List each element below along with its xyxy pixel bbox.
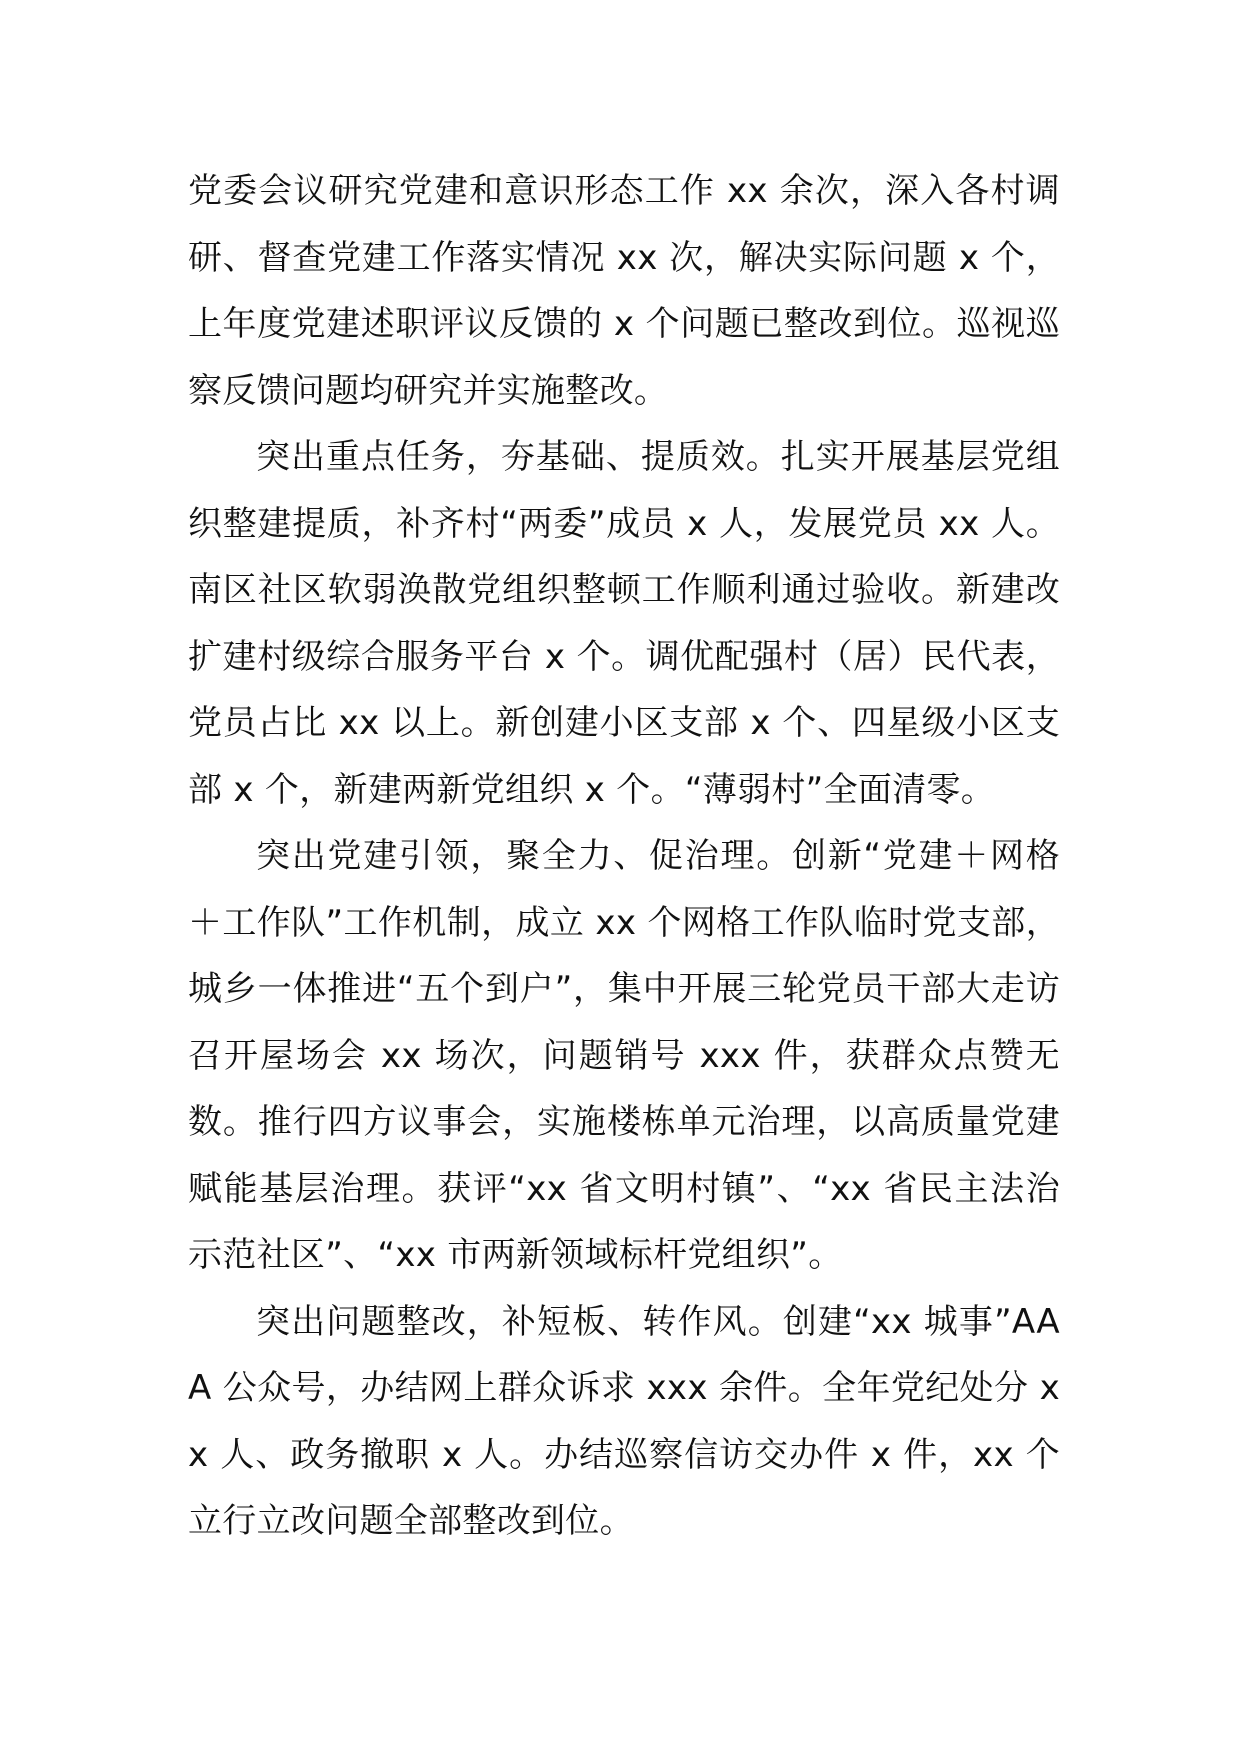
- paragraph-key-tasks: 突出重点任务，夯基础、提质效。扎实开展基层党组织整建提质，补齐村“两委”成员 x 人，发展党员 xx 人。南区社区软弱涣散党组织整顿工作顺利通过验收。新建改扩建村级综合服务平台 x 个。调优配强村（居）民代表，党员占比 xx 以上。新创建小区支部 x 个、四星级小区支部 x 个，新建两新党组织 x 个。“薄弱村”全面清零。: [188, 437, 1060, 810]
- paragraph-problem-rectification: 突出问题整改，补短板、转作风。创建“xx 城事”AAA 公众号，办结网上群众诉求 xxx 余件。全年党纪处分 xx 人、政务撤职 x 人。办结巡察信访交办件 x 件，xx 个立行立改问题全部整改到位。: [188, 1301, 1060, 1541]
- paragraph-party-committee-meetings: 党委会议研究党建和意识形态工作 xx 余次，深入各村调研、督查党建工作落实情况 xx 次，解决实际问题 x 个，上年度党建述职评议反馈的 x 个问题已整改到位。巡视巡察反馈问题均研究并实施整改。: [188, 171, 1060, 411]
- document-body: [188, 158, 1060, 1555]
- paragraph-party-leadership: 突出党建引领，聚全力、促治理。创新“党建＋网格＋工作队”工作机制，成立 xx 个网格工作队临时党支部，城乡一体推进“五个到户”，集中开展三轮党员干部大走访召开屋场会 xx 场次，问题销号 xxx 件，获群众点赞无数。推行四方议事会，实施楼栋单元治理，以高质量党建赋能基层治理。获评“xx 省文明村镇”、“xx 省民主法治示范社区”、“xx 市两新领域标杆党组织”。: [188, 836, 1060, 1275]
